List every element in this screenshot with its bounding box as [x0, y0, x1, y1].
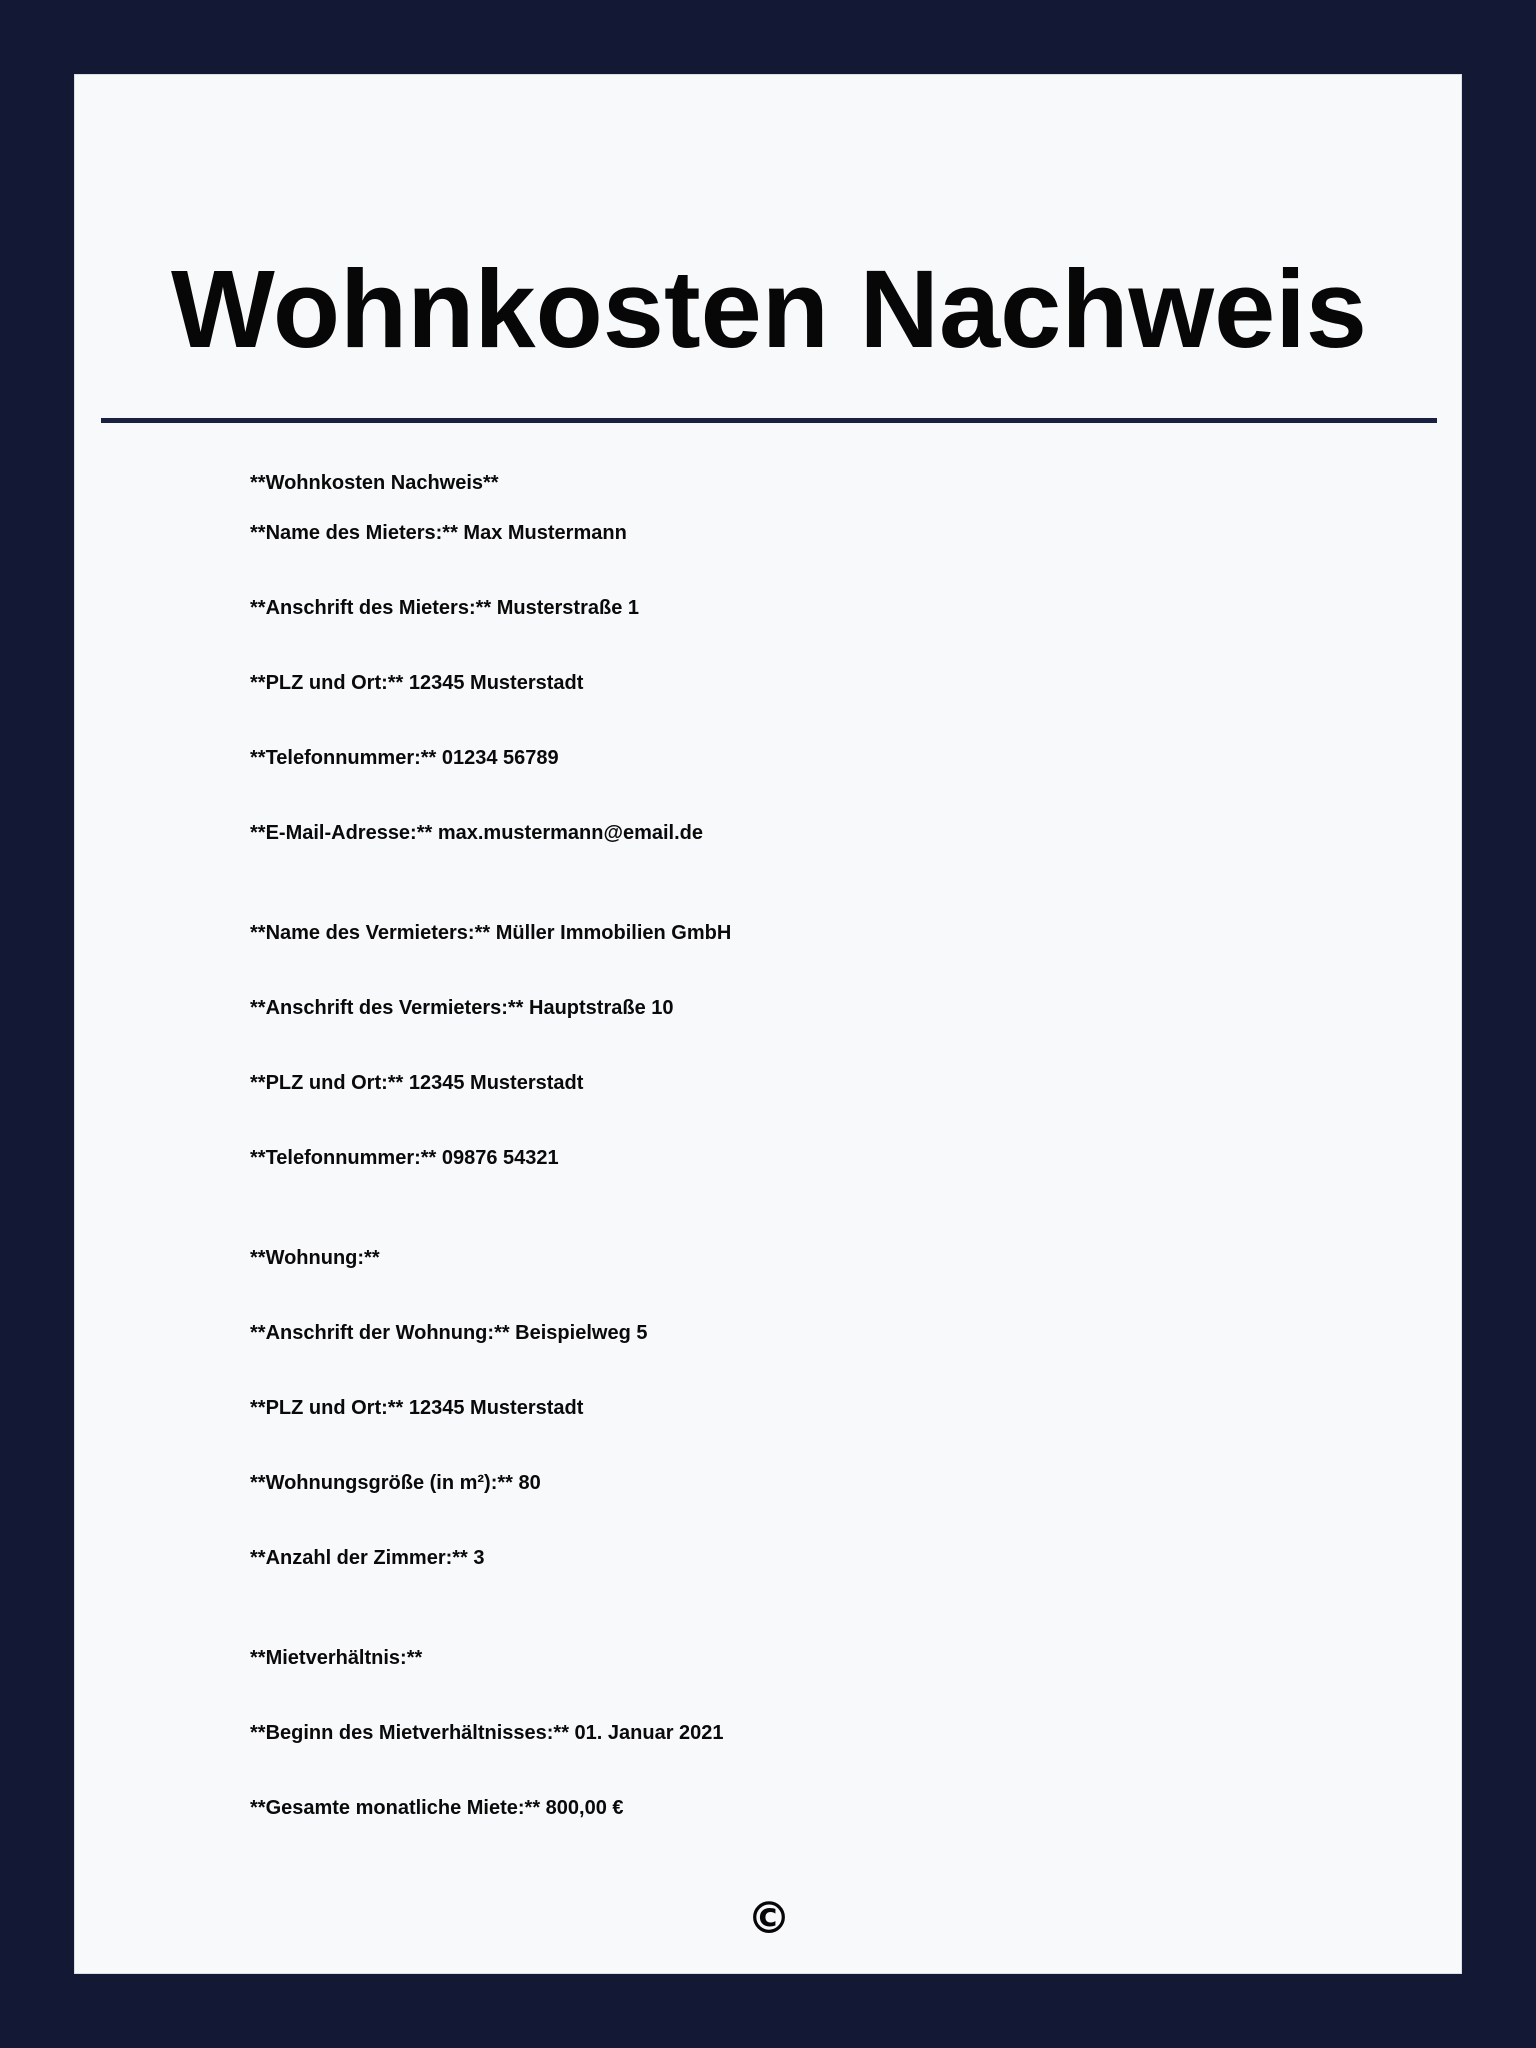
apartment-heading-line: **Wohnung:** [250, 1247, 380, 1269]
landlord-name-line: **Name des Vermieters:** Müller Immobilien GmbH [250, 922, 732, 944]
tenant-name-line: **Name des Mieters:** Max Mustermann [250, 522, 627, 544]
apartment-postcode-line: **PLZ und Ort:** 12345 Musterstadt [250, 1397, 584, 1419]
copyright-icon: © [747, 1893, 791, 1944]
tenant-address-line: **Anschrift des Mieters:** Musterstraße 1 [250, 597, 640, 619]
landlord-address-line: **Anschrift des Vermieters:** Hauptstraße 10 [250, 997, 674, 1019]
tenant-postcode-line: **PLZ und Ort:** 12345 Musterstadt [250, 672, 584, 694]
tenant-phone-line: **Telefonnummer:** 01234 56789 [250, 747, 559, 769]
landlord-phone-line: **Telefonnummer:** 09876 54321 [250, 1147, 559, 1169]
monthly-rent-line: **Gesamte monatliche Miete:** 800,00 € [250, 1797, 624, 1819]
document-page [74, 74, 1462, 1974]
apartment-size-line: **Wohnungsgröße (in m²):** 80 [250, 1472, 541, 1494]
title-divider [101, 418, 1437, 423]
apartment-rooms-line: **Anzahl der Zimmer:** 3 [250, 1547, 485, 1569]
tenancy-start-line: **Beginn des Mietverhältnisses:** 01. Januar 2021 [250, 1722, 724, 1744]
tenancy-heading-line: **Mietverhältnis:** [250, 1647, 423, 1669]
tenant-email-line: **E-Mail-Adresse:** max.mustermann@email.de [250, 822, 703, 844]
section-heading-line: **Wohnkosten Nachweis** [250, 472, 499, 494]
apartment-address-line: **Anschrift der Wohnung:** Beispielweg 5 [250, 1322, 648, 1344]
document-title: Wohnkosten Nachweis [171, 248, 1367, 371]
landlord-postcode-line: **PLZ und Ort:** 12345 Musterstadt [250, 1072, 584, 1094]
